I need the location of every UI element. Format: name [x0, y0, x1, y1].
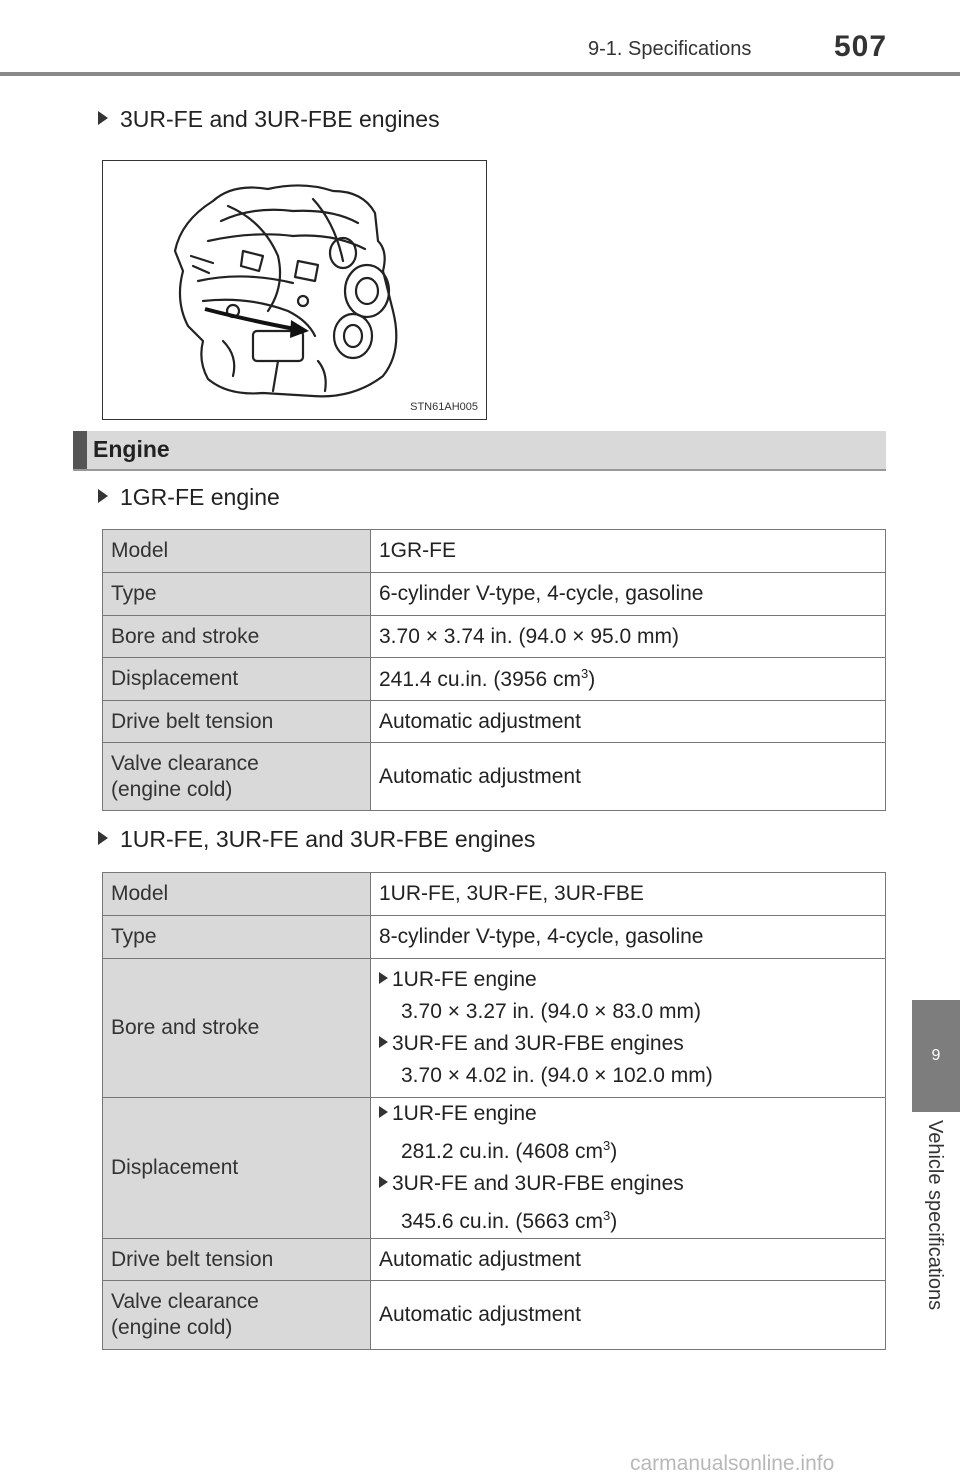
row-value: Automatic adjustment — [371, 1281, 886, 1350]
row-key-line1: Valve clearance — [111, 751, 259, 775]
triangle-bullet-icon — [379, 1176, 388, 1188]
row-value: Automatic adjustment — [371, 743, 886, 811]
chapter-label-text: Vehicle specifications — [924, 1120, 946, 1311]
engine-figure — [102, 160, 487, 420]
row-value: Automatic adjustment — [371, 1239, 886, 1281]
row-key: Type — [103, 573, 371, 616]
engine-illustration-icon — [103, 161, 488, 421]
row-value: 3.70 × 3.74 in. (94.0 × 95.0 mm) — [371, 616, 886, 658]
table-row — [103, 1239, 886, 1281]
table-row — [103, 959, 886, 1098]
row-value — [371, 959, 886, 1098]
table-row — [103, 701, 886, 743]
table-row — [103, 1281, 886, 1350]
table-row — [103, 916, 886, 959]
triangle-bullet-icon — [98, 489, 108, 503]
table-row — [103, 530, 886, 573]
table1-heading — [98, 484, 280, 511]
sub-bullet-text: 1UR-FE engine — [392, 1102, 537, 1125]
section-title-bar — [73, 431, 886, 469]
header-section-title: 9-1. Specifications — [588, 38, 752, 60]
sub-value — [379, 1129, 877, 1168]
triangle-bullet-icon — [98, 111, 108, 125]
sub-bullet-text: 3UR-FE and 3UR-FBE engines — [392, 1172, 684, 1195]
row-value: 1UR-FE, 3UR-FE, 3UR-FBE — [371, 873, 886, 916]
superscript: 3 — [602, 1138, 611, 1153]
row-key: Model — [103, 873, 371, 916]
row-key-line2: (engine cold) — [111, 1316, 233, 1339]
row-key — [103, 743, 371, 811]
displacement-value: 241.4 cu.in. (3956 cm — [379, 668, 581, 691]
row-key: Displacement — [103, 1098, 371, 1239]
sub-value — [379, 1199, 877, 1238]
row-key-line2: (engine cold) — [111, 777, 233, 801]
sub-bullet — [379, 1098, 877, 1129]
sub-bullet — [379, 1168, 877, 1199]
figure-code: STN61AH005 — [410, 401, 478, 413]
sub-bullet-text: 1UR-FE engine — [392, 968, 537, 991]
row-key-line1: Valve clearance — [111, 1290, 259, 1313]
displacement-tail: ) — [588, 668, 596, 691]
superscript: 3 — [602, 1208, 611, 1223]
row-value: 8-cylinder V-type, 4-cycle, gasoline — [371, 916, 886, 959]
superscript: 3 — [580, 666, 589, 681]
sub-value-text: 345.6 cu.in. (5663 cm — [401, 1210, 603, 1233]
table2-heading-text: 1UR-FE, 3UR-FE and 3UR-FBE engines — [120, 826, 536, 852]
table-row — [103, 573, 886, 616]
page-number: 507 — [834, 30, 888, 63]
triangle-bullet-icon — [98, 831, 108, 845]
spec-table-1gr — [102, 529, 886, 811]
table-row — [103, 873, 886, 916]
row-key: Drive belt tension — [103, 701, 371, 743]
sub-value-tail: ) — [610, 1210, 618, 1233]
chapter-tab[interactable]: 9 — [912, 1000, 960, 1112]
header-rule — [0, 72, 960, 76]
row-key: Model — [103, 530, 371, 573]
triangle-bullet-icon — [379, 972, 388, 984]
table2-heading — [98, 826, 535, 853]
chapter-label — [912, 1120, 960, 1340]
row-key: Bore and stroke — [103, 959, 371, 1098]
table-row — [103, 616, 886, 658]
sub-value: 3.70 × 4.02 in. (94.0 × 102.0 mm) — [401, 1064, 713, 1087]
table-row — [103, 658, 886, 701]
intro-bullet — [98, 106, 440, 133]
triangle-bullet-icon — [379, 1106, 388, 1118]
row-value — [371, 658, 886, 701]
sub-bullet-text: 3UR-FE and 3UR-FBE engines — [392, 1032, 684, 1055]
page-header — [0, 0, 960, 78]
intro-bullet-text: 3UR-FE and 3UR-FBE engines — [120, 106, 440, 132]
row-key: Drive belt tension — [103, 1239, 371, 1281]
row-value — [371, 1098, 886, 1239]
row-key: Type — [103, 916, 371, 959]
sub-value-text: 281.2 cu.in. (4608 cm — [401, 1140, 603, 1163]
table-row — [103, 1098, 886, 1239]
row-key: Bore and stroke — [103, 616, 371, 658]
spec-table-ur — [102, 872, 886, 1350]
row-value: Automatic adjustment — [371, 701, 886, 743]
sub-value: 3.70 × 3.27 in. (94.0 × 83.0 mm) — [401, 1000, 702, 1023]
row-key — [103, 1281, 371, 1350]
row-key: Displacement — [103, 658, 371, 701]
sub-bullet — [379, 1028, 877, 1059]
sub-value-tail: ) — [610, 1140, 618, 1163]
sub-bullet — [379, 964, 877, 995]
row-value: 6-cylinder V-type, 4-cycle, gasoline — [371, 573, 886, 616]
table-row — [103, 743, 886, 811]
table1-heading-text: 1GR-FE engine — [120, 484, 280, 510]
section-title: Engine — [93, 436, 170, 462]
row-value: 1GR-FE — [371, 530, 886, 573]
watermark: carmanualsonline.info — [630, 1452, 835, 1475]
triangle-bullet-icon — [379, 1036, 388, 1048]
